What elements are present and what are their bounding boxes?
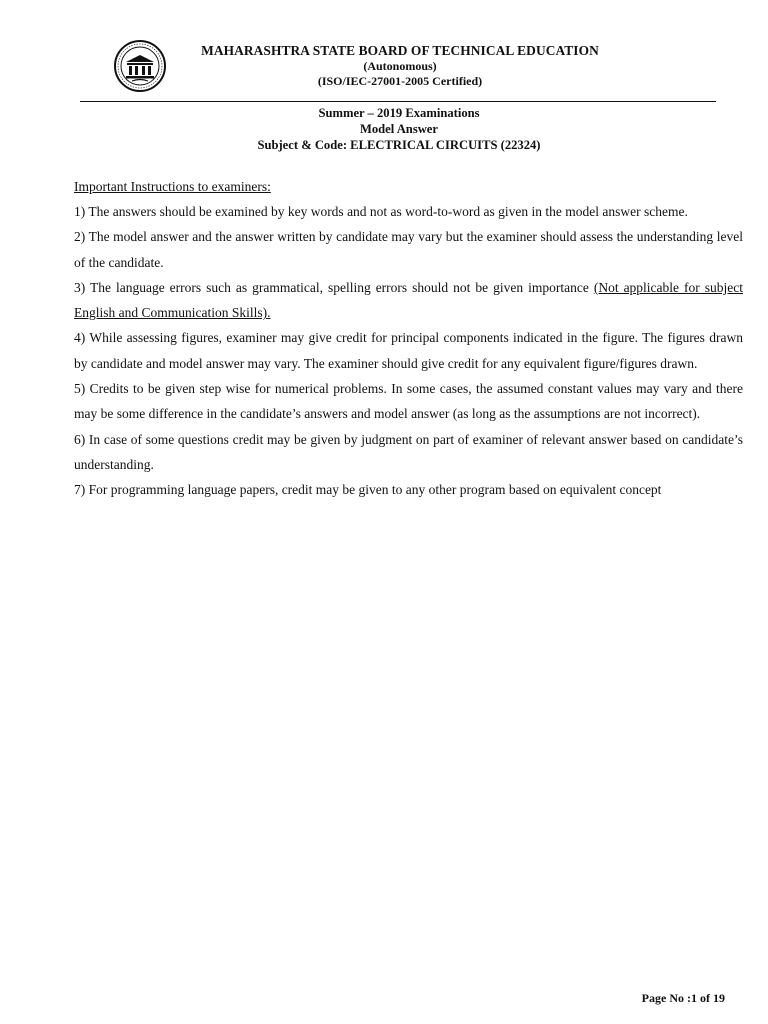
page-number: Page No :1 of 19	[641, 991, 725, 1005]
header-divider	[80, 101, 716, 102]
instructions-section	[74, 174, 743, 503]
instruction-item: 6) In case of some questions credit may be given by judgment on part of examiner of relevant answer based on candidate’s understanding.	[74, 431, 743, 472]
exam-session: Summer – 2019 Examinations	[318, 106, 480, 120]
instruction-item: 7) For programming language papers, credit may be given to any other program based on equivalent concept	[74, 482, 662, 498]
board-name: MAHARASHTRA STATE BOARD OF TECHNICAL EDUCATION	[201, 43, 599, 58]
board-heading	[150, 43, 650, 89]
instruction-item: 4) While assessing figures, examiner may give credit for principal components indicated in the figure. The figures drawn by candidate and model answer may vary. The examiner should give credit for any equivalent figure/figures drawn.	[74, 330, 743, 371]
document-type: Model Answer	[359, 122, 438, 136]
exam-info	[0, 105, 768, 153]
instruction-note-underlined: (Not applicable for subject English and Communication Skills).	[74, 279, 743, 321]
subject-code: Subject & Code: ELECTRICAL CIRCUITS (22324)	[257, 138, 541, 152]
instructions-heading: Important Instructions to examiners:	[74, 179, 271, 194]
instruction-item: 1) The answers should be examined by key words and not as word-to-word as given in the model answer scheme.	[74, 204, 688, 219]
instruction-item: 2) The model answer and the answer written by candidate may vary but the examiner should assess the understanding level of the candidate.	[74, 229, 743, 270]
instruction-item: 5) Credits to be given step wise for numerical problems. In some cases, the assumed constant values may vary and there may be some difference in the candidate’s answers and model answer (as long as the assumptions are not incorrect).	[74, 381, 743, 422]
instruction-text: 3) The language errors such as grammatical, spelling errors should not be given importance	[74, 279, 594, 295]
document-header	[0, 0, 768, 110]
instruction-item	[74, 275, 743, 326]
certification-label: (ISO/IEC-27001-2005 Certified)	[317, 74, 483, 88]
autonomous-label: (Autonomous)	[363, 59, 437, 73]
